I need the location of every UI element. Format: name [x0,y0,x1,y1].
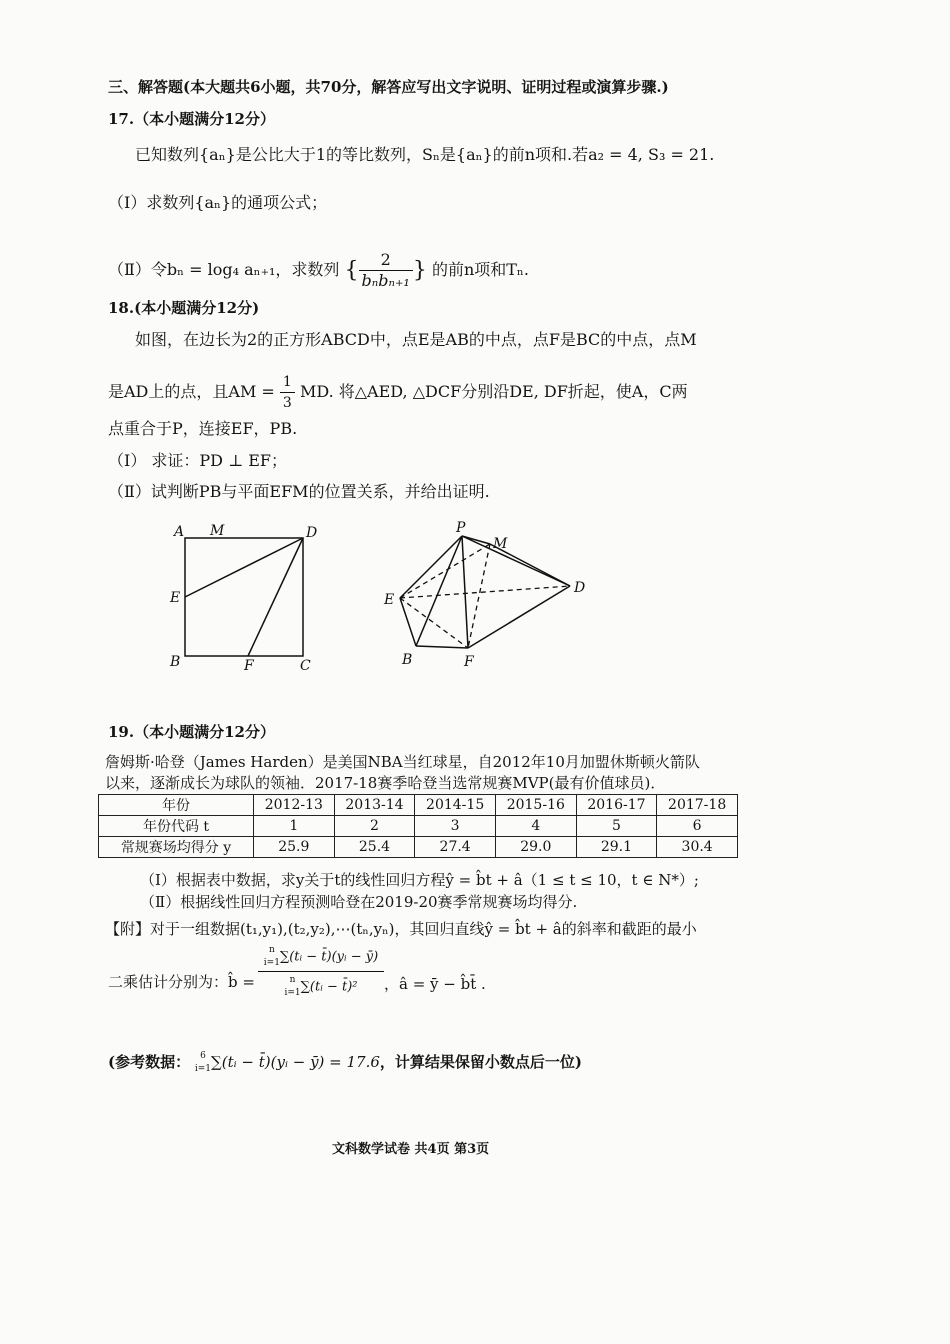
q17-stem: 已知数列{aₙ}是公比大于1的等比数列，Sₙ是{aₙ}的前n项和.若a₂ = 4, S₃ = 21. [135,145,715,164]
table-cell: 3 [415,816,496,837]
q18-line2 [108,372,688,413]
segment-ED [185,538,303,597]
q18-fraction [280,372,295,413]
sum-symbol-den: n i=1 [284,975,301,998]
label-P: P [456,520,466,536]
formula-numerator: n i=1 ∑(tᵢ − t̄)(yᵢ − ȳ) [258,946,384,972]
q19-intro1: 詹姆斯·哈登（James Harden）是美国NBA当红球星，自2012年10月加盟休斯顿火箭队 [105,753,700,771]
q19-part2: （Ⅱ）根据线性回归方程预测哈登在2019-20赛季常规赛场均得分. [140,893,578,911]
formula-denominator: n i=1 ∑(tᵢ − t̄)² [284,975,358,998]
table-cell: 1 [254,816,335,837]
q18-part2: （Ⅱ）试判断PB与平面EFM的位置关系，并给出证明. [108,482,490,501]
q18-frac-den: 3 [282,395,292,411]
reference-suffix: ，计算结果保留小数点后一位) [379,1053,583,1071]
table-cell: 25.9 [254,837,335,858]
q17-frac-den: bₙbₙ₊₁ [361,271,410,290]
q17-part2-fraction [359,250,413,291]
segment-PB [416,536,462,646]
segment-PF [462,536,468,648]
square-outline [185,538,303,656]
segment-FD [468,586,570,648]
q19-title: 19.（本小题满分12分） [108,723,275,741]
table-cell: 6 [657,816,738,837]
q19-intro2: 以来，逐渐成长为球队的领袖．2017-18赛季哈登当选常规赛MVP(最有价值球员)． [105,774,666,792]
table-row-label: 常规赛场均得分 y [99,837,254,858]
table-header-row [99,795,738,816]
table-row-label: 年份代码 t [99,816,254,837]
q17-part2: （Ⅱ）令bₙ = log₄ aₙ₊₁，求数列 { $\frac{2}{\text{bₙbₙ₊₁}}$ } 的前n项和Tₙ. [108,250,529,290]
reference-prefix: (参考数据： [108,1053,191,1071]
dashed-EF [400,598,468,648]
q18-title: 18.(本小题满分12分) [108,299,260,317]
sum-symbol-num: n i=1 [263,945,280,968]
dashed-ED [400,586,570,598]
q18-line1: 如图，在边长为2的正方形ABCD中，点E是AB的中点，点F是BC的中点，点M [135,330,697,349]
q18-figure-pyramid [380,518,600,678]
q18-frac-num: 1 [280,372,295,393]
table-cell: 25.4 [334,837,415,858]
q19-part1: （Ⅰ）根据表中数据，求y关于t的线性回归方程ŷ = b̂t + â（1 ≤ t ≤ 10，t ∈ N*）; [140,871,699,889]
label-M: M [210,523,225,539]
table-header-cell: 2015-16 [495,795,576,816]
table-header-cell: 年份 [99,795,254,816]
table-header-cell: 2013-14 [334,795,415,816]
section-header: 三、解答题(本大题共6小题，共70分，解答应写出文字说明、证明过程或演算步骤.) [108,78,669,96]
table-header-cell: 2012-13 [254,795,335,816]
harden-stats-table [98,794,738,858]
table-row [99,837,738,858]
table-cell: 5 [576,816,657,837]
label-C: C [300,658,311,674]
table-cell: 27.4 [415,837,496,858]
label-A: A [174,524,185,540]
q17-part2-prefix: （Ⅱ）令bₙ = log₄ aₙ₊₁，求数列 [108,260,340,279]
label-F: F [244,658,254,674]
formula-fraction [258,946,384,998]
label-B2: B [402,652,413,668]
segment-PD [462,536,570,586]
q18-line2-suffix: MD. 将△AED, △DCF分别沿DE, DF折起，使A，C两 [299,382,688,401]
table-cell: 29.0 [495,837,576,858]
label-F2: F [464,654,474,670]
q18-figure-square [160,518,340,678]
table-cell: 4 [495,816,576,837]
table-cell: 29.1 [576,837,657,858]
label-D: D [306,525,318,541]
table-cell: 30.4 [657,837,738,858]
q19-appendix: 【附】对于一组数据(t₁,y₁),(t₂,y₂),⋯(tₙ,yₙ)，其回归直线ŷ = b̂t + â的斜率和截距的最小 [105,920,697,938]
table-header-cell: 2016-17 [576,795,657,816]
page-footer: 文科数学试卷 共4页 第3页 [332,1142,490,1157]
q17-part2-suffix: 的前n项和Tₙ. [431,260,529,279]
segment-PE [400,536,462,598]
label-E2: E [384,592,395,608]
q17-part1: （Ⅰ）求数列{aₙ}的通项公式； [108,193,328,212]
dashed-MF [468,544,490,648]
segment-BF [416,646,468,648]
q18-line3: 点重合于P，连接EF，PB. [108,419,298,438]
table-header-cell: 2017-18 [657,795,738,816]
q17-title: 17.（本小题满分12分） [108,110,275,128]
reference-sum: ∑(tᵢ − t̄)(yᵢ − ȳ) = 17.6 [211,1053,380,1071]
q19-reference [108,1052,582,1074]
q19-appendix2-prefix: 二乘估计分别为：b̂ = [108,973,255,991]
q18-part1: （Ⅰ） 求证：PD ⊥ EF； [108,451,288,470]
q19-appendix2-suffix: ，â = ȳ − b̂t̄ . [384,975,486,993]
label-M2: M [493,536,508,552]
label-E: E [170,590,181,606]
segment-FD [248,538,303,656]
table-header-cell: 2014-15 [415,795,496,816]
q18-line2-prefix: 是AD上的点，且AM = [108,382,275,401]
q17-frac-num: 2 [359,250,413,271]
label-B: B [170,654,181,670]
table-cell: 2 [334,816,415,837]
segment-EB [400,598,416,646]
reference-sum-limits: 6 i=1 [194,1051,212,1074]
table-row [99,816,738,837]
label-D2: D [574,580,586,596]
